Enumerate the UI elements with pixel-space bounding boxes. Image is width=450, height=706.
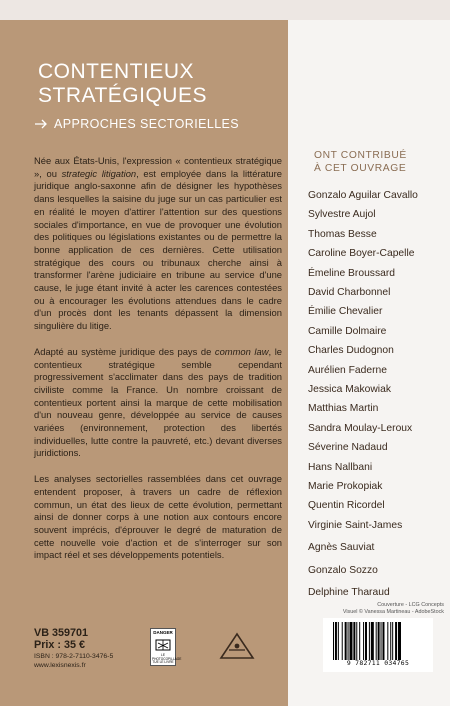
contributors-heading: ONT CONTRIBUÉ À CET OUVRAGE	[314, 150, 407, 174]
barcode-icon	[333, 622, 423, 660]
summary-text	[34, 155, 282, 575]
price-block	[34, 627, 113, 670]
contributor-name: Hans Nallbani	[308, 461, 373, 473]
contributor-name: Matthias Martin	[308, 403, 379, 415]
contributor-name: Agnès Sauviat	[308, 542, 375, 554]
barcode	[323, 618, 433, 672]
contributor-name: Charles Dudognon	[308, 345, 394, 357]
contributor-name: David Charbonnel	[308, 287, 391, 298]
contributor-name: Gonzalo Aguilar Cavallo	[308, 190, 418, 201]
cover-credits: Couverture - LCG Concepts Visuel © Vanessa Martineau - AdobeStock	[342, 602, 444, 615]
publisher-logo	[217, 630, 257, 662]
contributor-name: Jessica Makowiak	[308, 384, 391, 395]
title-line-2: STRATÉGIQUES	[38, 84, 207, 107]
book-title	[38, 60, 207, 108]
reference-code: VB 359701	[34, 627, 89, 639]
barcode-digits: 9 782711 034765	[346, 659, 410, 667]
contributor-name: Camille Dolmaire	[308, 325, 387, 337]
title-line-1: CONTENTIEUX	[38, 60, 195, 83]
contributor-name: Aurélien Faderne	[308, 364, 387, 376]
contributor-name: Quentin Ricordel	[308, 500, 385, 512]
contributor-name: Sandra Moulay-Leroux	[308, 422, 413, 434]
contributor-name: Virginie Saint-James	[308, 519, 403, 531]
price: Prix : 35 €	[34, 639, 86, 651]
contributor-name: Émilie Chevalier	[308, 306, 383, 318]
contributor-name: Thomas Besse	[308, 228, 377, 240]
summary-paragraph-3: Les analyses sectorielles rassemblées dans cet ouvrage entendent proposer, à travers un cadre de réflexion commun, un état des lieux de cette évolution, permettant ainsi de donner corps à une notion aux contours encore souvent imprécis, d'éprouver le degré de maturation de cette nouvelle voie d'action et de s'interroger sur son impact réel et ses développements potentiels.	[34, 473, 282, 561]
contributor-name: Séverine Nadaud	[308, 442, 388, 454]
summary-paragraph-2: Adapté au système juridique des pays de common law, le contentieux stratégique semble cependant progressivement s'acclimater dans des pays de tradition civiliste comme la France. Un nombre croissant de contentieux portent ainsi la marque de cette mobilisation d'un nouveau genre, développée au service de causes variées (environnement, protection des libertés individuelles, lutte contre la pauvreté, etc.) devant diverses juridictions.	[34, 345, 282, 459]
isbn: ISBN : 978-2-7110-3476-5	[34, 653, 114, 660]
top-band	[0, 0, 450, 20]
website: www.lexisnexis.fr	[34, 662, 86, 669]
book-subtitle	[34, 117, 239, 131]
arrow-right-icon	[34, 119, 48, 129]
contributor-name: Marie Prokopiak	[308, 481, 383, 492]
subtitle-text: APPROCHES SECTORIELLES	[54, 117, 240, 131]
danger-photocopy-logo: DANGER LE PHOTOCOPILLAGE TUE LE LIVRE	[152, 630, 182, 665]
contributor-name: Gonzalo Sozzo	[308, 564, 378, 576]
contributor-name: Sylvestre Aujol	[308, 209, 376, 221]
contributor-name: Caroline Boyer-Capelle	[308, 248, 415, 260]
book-warning-icon	[154, 637, 172, 653]
contributor-name: Émeline Broussard	[308, 267, 395, 279]
summary-paragraph-1: Née aux États-Unis, l'expression « contentieux stratégique », ou strategic litigation, est employée dans la littérature juridique anglo-saxonne afin de désigner les hypothèses dans lesquelles la saisine du juge sur un cas particulier est en réalité le moyen d'attirer l'attention sur des questions sociales d'importance, en vue de provoquer une évolution des politiques ou législations existantes ou de permettre la bonne application de ces dernières. Cette utilisation stratégique des cours ou tribunaux cherche ainsi à transformer l'arène judiciaire en tribune au service d'une cause, le juge étant invité à acter les carences contestées ou à encourager les évolutions attendues dans le cadre d'un procès dont les tenants dépassent la dimension singulière du litige.	[34, 155, 282, 332]
contributor-name: Delphine Tharaud	[308, 587, 390, 599]
